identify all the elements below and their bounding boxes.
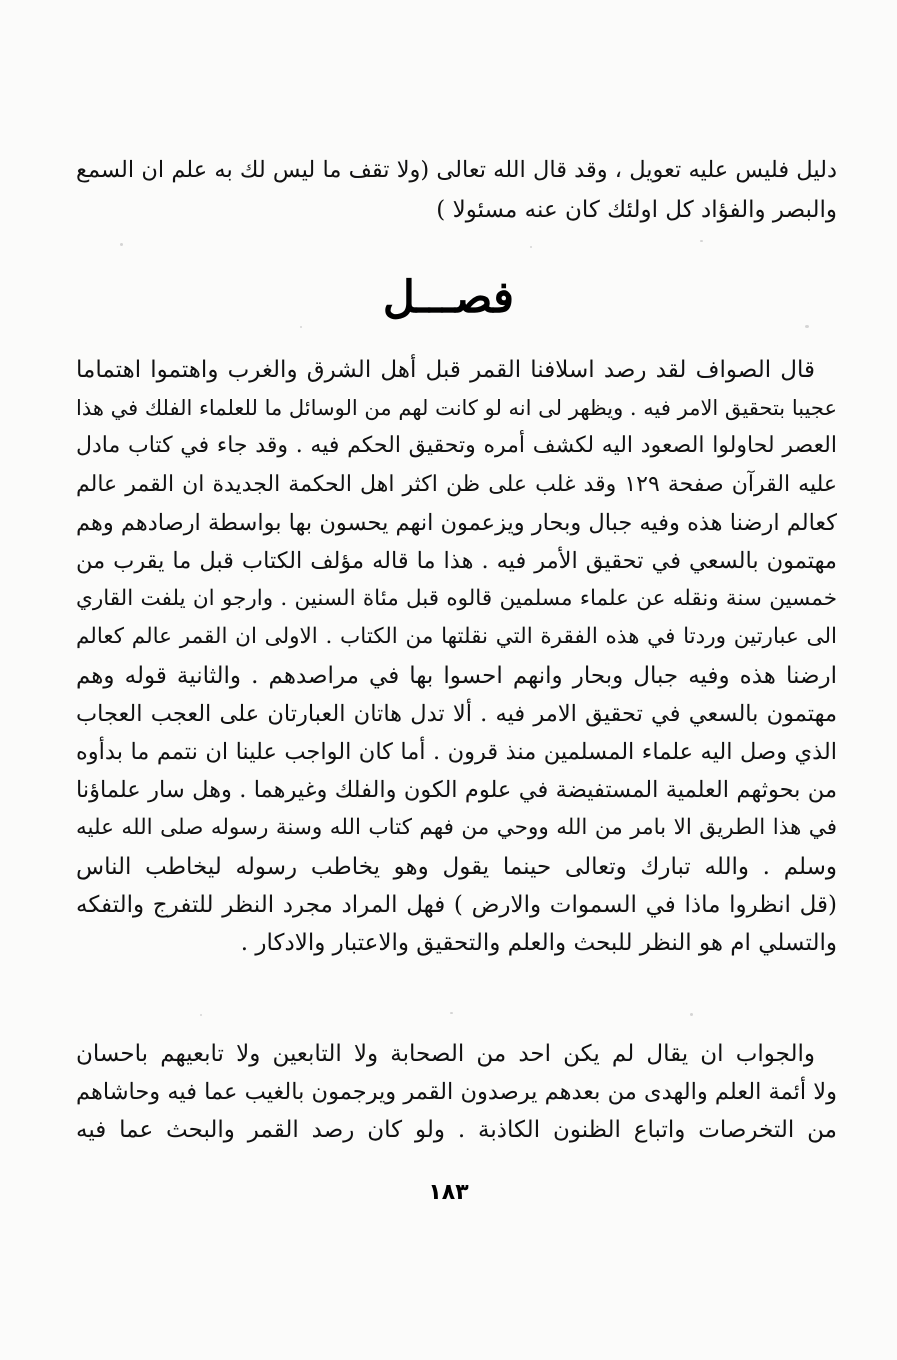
scan-speck <box>530 246 532 248</box>
main-paragraph <box>76 351 837 962</box>
section-heading: فصـــل <box>382 272 515 323</box>
text-line: في هذا الطريق الا بامر من الله ووحي من فهم كتاب الله وسنة رسوله صلى الله عليه <box>76 815 837 841</box>
text-line: والتسلي ام هو النظر للبحث والعلم والتحقيق والاعتبار والادكار . <box>240 930 837 957</box>
intro-paragraph <box>76 150 837 230</box>
text-line: (قل انظروا ماذا في السموات والارض ) فهل المراد مجرد النظر للتفرج والتفكه <box>76 891 837 918</box>
text-line: والجواب ان يقال لم يكن احد من الصحابة ولا التابعين ولا تابعيهم باحسان <box>76 1041 815 1067</box>
text-line: ولا أئمة العلم والهدى من بعدهم يرصدون القمر ويرجمون بالغيب عما فيه وحاشاهم <box>76 1079 837 1105</box>
text-line: عجيبا بتحقيق الامر فيه . ويظهر لى انه لو كانت لهم من الوسائل ما للعلماء الفلك في هذا <box>76 396 837 421</box>
text-line: وسلم . والله تبارك وتعالى حينما يقول وهو يخاطب رسوله ليخاطب الناس <box>76 853 837 880</box>
text-line: الى عبارتين وردتا في هذه الفقرة التي نقلتها من الكتاب . الاولى ان القمر عالم كعالم <box>76 624 837 650</box>
text-line: الذي وصل اليه علماء المسلمين منذ قرون . أما كان الواجب علينا ان نتمم ما بدأوه <box>76 739 837 766</box>
scan-speck <box>700 240 703 242</box>
scan-speck <box>690 1013 693 1016</box>
text-line: مهتمون بالسعي في تحقيق الأمر فيه . هذا ما قاله مؤلف الكتاب قبل ما يقرب من <box>76 548 837 575</box>
text-line: دليل فليس عليه تعويل ، وقد قال الله تعالى (ولا تقف ما ليس لك به علم ان السمع <box>76 157 837 183</box>
page-number: ١٨٣ <box>428 1180 469 1205</box>
text-line: ارضنا هذه وفيه جبال وبحار وانهم احسوا بها في مراصدهم . والثانية قوله وهم <box>76 662 837 689</box>
scan-speck <box>450 1012 453 1014</box>
text-line: خمسين سنة ونقله عن علماء مسلمين قالوه قبل مئاة السنين . وارجو ان يلفت القاري <box>76 586 837 612</box>
scan-speck <box>805 325 809 328</box>
text-line: قال الصواف لقد رصد اسلافنا القمر قبل أهل الشرق والغرب واهتموا اهتماما <box>76 357 815 383</box>
text-line: كعالم ارضنا هذه وفيه جبال وبحار ويزعمون انهم يحسون بها بواسطة ارصادهم وهم <box>76 509 837 536</box>
text-line: من بحوثهم العلمية المستفيضة في علوم الكون والفلك وغيرهما . وهل سار علماؤنا <box>76 777 837 804</box>
text-line: من التخرصات واتباع الظنون الكاذبة . ولو كان رصد القمر والبحث عما فيه <box>76 1117 837 1143</box>
text-line: مهتمون بالسعي في تحقيق الامر فيه . ألا تدل هاتان العبارتان على العجب العجاب <box>76 700 837 727</box>
text-line: والبصر والفؤاد كل اولئك كان عنه مسئولا ) <box>436 197 837 223</box>
text-line: عليه القرآن صفحة ١٢٩ وقد غلب على ظن اكثر اهل الحكمة الجديدة ان القمر عالم <box>76 471 838 497</box>
text-line: العصر لحاولوا الصعود اليه لكشف أمره وتحقيق الحكم فيه . وقد جاء في كتاب مادل <box>76 433 837 459</box>
scan-speck <box>200 1014 202 1016</box>
scan-speck <box>120 243 123 246</box>
scan-speck <box>300 326 302 328</box>
answer-paragraph <box>76 1035 837 1149</box>
